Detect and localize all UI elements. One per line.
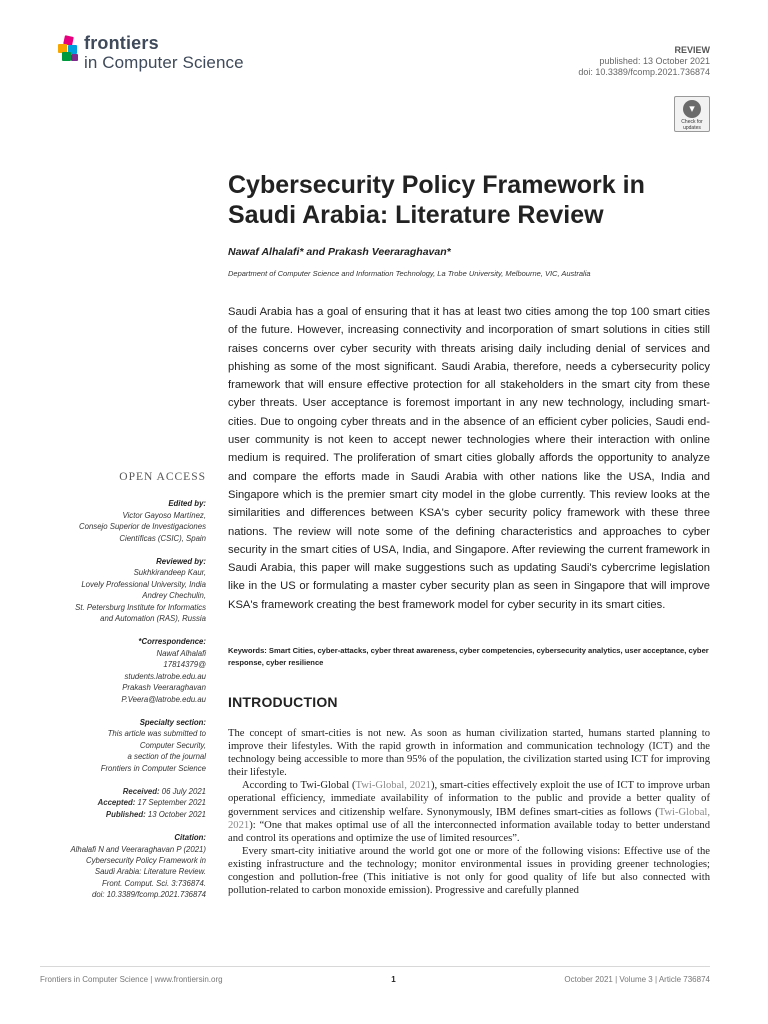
reviewer-line: St. Petersburg Institute for Informatics	[75, 602, 206, 612]
accepted-row	[40, 797, 206, 808]
check-updates-label: Check for updates	[681, 119, 703, 131]
editor-line: Consejo Superior de Investigaciones	[79, 522, 206, 532]
editor-line: Científicas (CSIC), Spain	[119, 533, 206, 543]
specialty-line: This article was submitted to	[107, 729, 206, 739]
specialty-line: Frontiers in Computer Science	[100, 763, 206, 773]
footer-journal-link[interactable]: Frontiers in Computer Science | www.frontiersin.org	[40, 975, 223, 984]
reviewed-by-heading: Reviewed by:	[156, 557, 206, 567]
text-span: ), smart-cities effectively exploit the use of ICT to improve urban operational efficiency, immediate availability of information to the public and provide a better quality of government services and citizenship welfare. Synonymously, IBM defines smart-cities as follows (	[228, 780, 711, 818]
citation-link[interactable]: Twi-Global, 2021	[228, 806, 710, 831]
reviewer-line: Andrey Chechulin,	[142, 591, 206, 601]
paragraph	[228, 779, 710, 844]
introduction-body	[228, 727, 710, 897]
email-link[interactable]: students.latrobe.edu.au	[124, 671, 206, 681]
article-type: REVIEW	[674, 45, 710, 55]
received-row	[40, 786, 206, 797]
article-meta	[578, 45, 710, 78]
page-number: 1	[391, 975, 396, 984]
citation-line: Alhalafi N and Veeraraghavan P (2021)	[70, 844, 206, 854]
specialty-line: Computer Security,	[139, 740, 206, 750]
journal-logo[interactable]	[58, 34, 244, 71]
abstract: Saudi Arabia has a goal of ensuring that it has at least two cities among the top 100 smart cities of the future. However, increasing connectivity and incorporation of smart solutions in cities still raises concerns over cyber security with threats arising daily including denial of services and phishing as some of the most significant. Saudi Arabia, therefore, needs a cybersecurity policy framework that will ensure effective protection for all stakeholders in the smart city from these cyber threats. User acceptance is foremost important in any new technology, including smart-cities. Due to ongoing cyber threats and in the absence of an efficient cyber policies, Saudi end-user community is not keen to accept newer technologies where their interaction with online medium is required. The proliferation of smart cities globally affords the opportunity to analyze and compare the efforts made in Saudi Arabia with other nations like the USA, India and Singapore which is the premier smart city model in the globe currently. This review looks at the similarities and differences between KSA's cyber security policy framework with these three nations. The review will note some of the defining characteristics and approaches to cyber security in the smart cities of USA, India, and Singapore. After reviewing the current framework in Saudi Arabia, this paper will make suggestions such as updating Saudi's cybercrime legislation like in the US or formulating a master cyber security plan as seen in Singapore that will improve KSA's framework creating the best framework model for cyber security in its smart cities.	[228, 306, 710, 611]
section-heading-introduction: INTRODUCTION	[228, 694, 338, 710]
article-title: Cybersecurity Policy Framework in Saudi Arabia: Literature Review	[228, 171, 645, 229]
reviewer-line: and Automation (RAS), Russia	[100, 614, 206, 624]
citation-link[interactable]: Twi-Global, 2021	[355, 780, 431, 792]
accepted-date: 17 September 2021	[137, 798, 206, 808]
frontiers-logo-icon	[58, 36, 80, 62]
accepted-label: Accepted:	[97, 798, 136, 808]
brand-name: frontiers	[84, 33, 159, 53]
citation-line: Cybersecurity Policy Framework in	[85, 855, 206, 865]
citation-line: Front. Comput. Sci. 3:736874.	[101, 878, 206, 888]
paragraph: The concept of smart-cities is not new. As soon as human civilization started, humans started planning to improve their lifestyles. With the rapid growth in information and communication technology (ICT) and the technology being accessible to more than 95% of the population, the civilization started using ICT for improving their lifestyle.	[228, 728, 710, 779]
published-label: Published:	[105, 809, 146, 819]
citation-line: Saudi Arabia: Literature Review.	[94, 867, 206, 877]
article-info-sidebar	[40, 472, 206, 901]
published-row	[40, 809, 206, 820]
specialty-line: a section of the journal	[127, 752, 206, 762]
keywords: Keywords: Smart Cities, cyber-attacks, cyber threat awareness, cyber competencies, cybersecurity analytics, user acceptance, cyber response, cyber resilience	[228, 646, 709, 667]
reviewer-line: Lovely Professional University, India	[81, 579, 206, 589]
correspondence-line: Prakash Veeraraghavan	[122, 683, 206, 693]
footer-issue-info: October 2021 | Volume 3 | Article 736874	[564, 975, 710, 984]
published-date-side: 13 October 2021	[147, 809, 206, 819]
editor-line: Victor Gayoso Martínez,	[122, 510, 206, 520]
affiliation: Department of Computer Science and Information Technology, La Trobe University, Melbourne, VIC, Australia	[228, 269, 591, 278]
citation-doi-link[interactable]: doi: 10.3389/fcomp.2021.736874	[91, 890, 206, 900]
page-footer	[40, 975, 710, 984]
correspondence-line: Nawaf Alhalafi	[156, 648, 206, 658]
doi-link[interactable]: doi: 10.3389/fcomp.2021.736874	[578, 67, 710, 77]
footer-divider	[40, 966, 710, 967]
paragraph: Every smart-city initiative around the world got one or more of the following visions: Effective use of the existing infrastructure and the technology; monitor environmental issues in providing greener technologies; congestion and pollution-free (This initiative is not only for good quality of life but also connected with pollution-related to carbon monoxide emission). Progressive and carefully planned	[228, 845, 710, 897]
specialty-heading: Specialty section:	[139, 717, 206, 727]
email-link[interactable]: P.Veera@latrobe.edu.au	[121, 694, 206, 704]
text-span: According to Twi-Global (	[242, 780, 356, 792]
check-for-updates-button[interactable]	[674, 96, 710, 132]
published-date: published: 13 October 2021	[599, 56, 710, 66]
edited-by-heading: Edited by:	[168, 499, 206, 509]
citation-heading: Citation:	[174, 833, 206, 843]
open-access-label: OPEN ACCESS	[119, 471, 206, 483]
reviewer-line: Sukhkirandeep Kaur,	[133, 568, 206, 578]
correspondence-heading: *Correspondence:	[138, 637, 206, 647]
text-span: ): “One that makes optimal use of all the interconnected information available today to better understand and control its operations and optimize the use of limited resources”.	[228, 819, 710, 844]
journal-name: in Computer Science	[84, 53, 244, 72]
email-link[interactable]: 17814379@	[163, 660, 206, 670]
author-list[interactable]: Nawaf Alhalafi* and Prakash Veeraraghavan*	[228, 246, 451, 258]
bookmark-icon: ▾	[683, 100, 701, 118]
received-date: 06 July 2021	[161, 786, 206, 796]
received-label: Received:	[122, 786, 160, 796]
